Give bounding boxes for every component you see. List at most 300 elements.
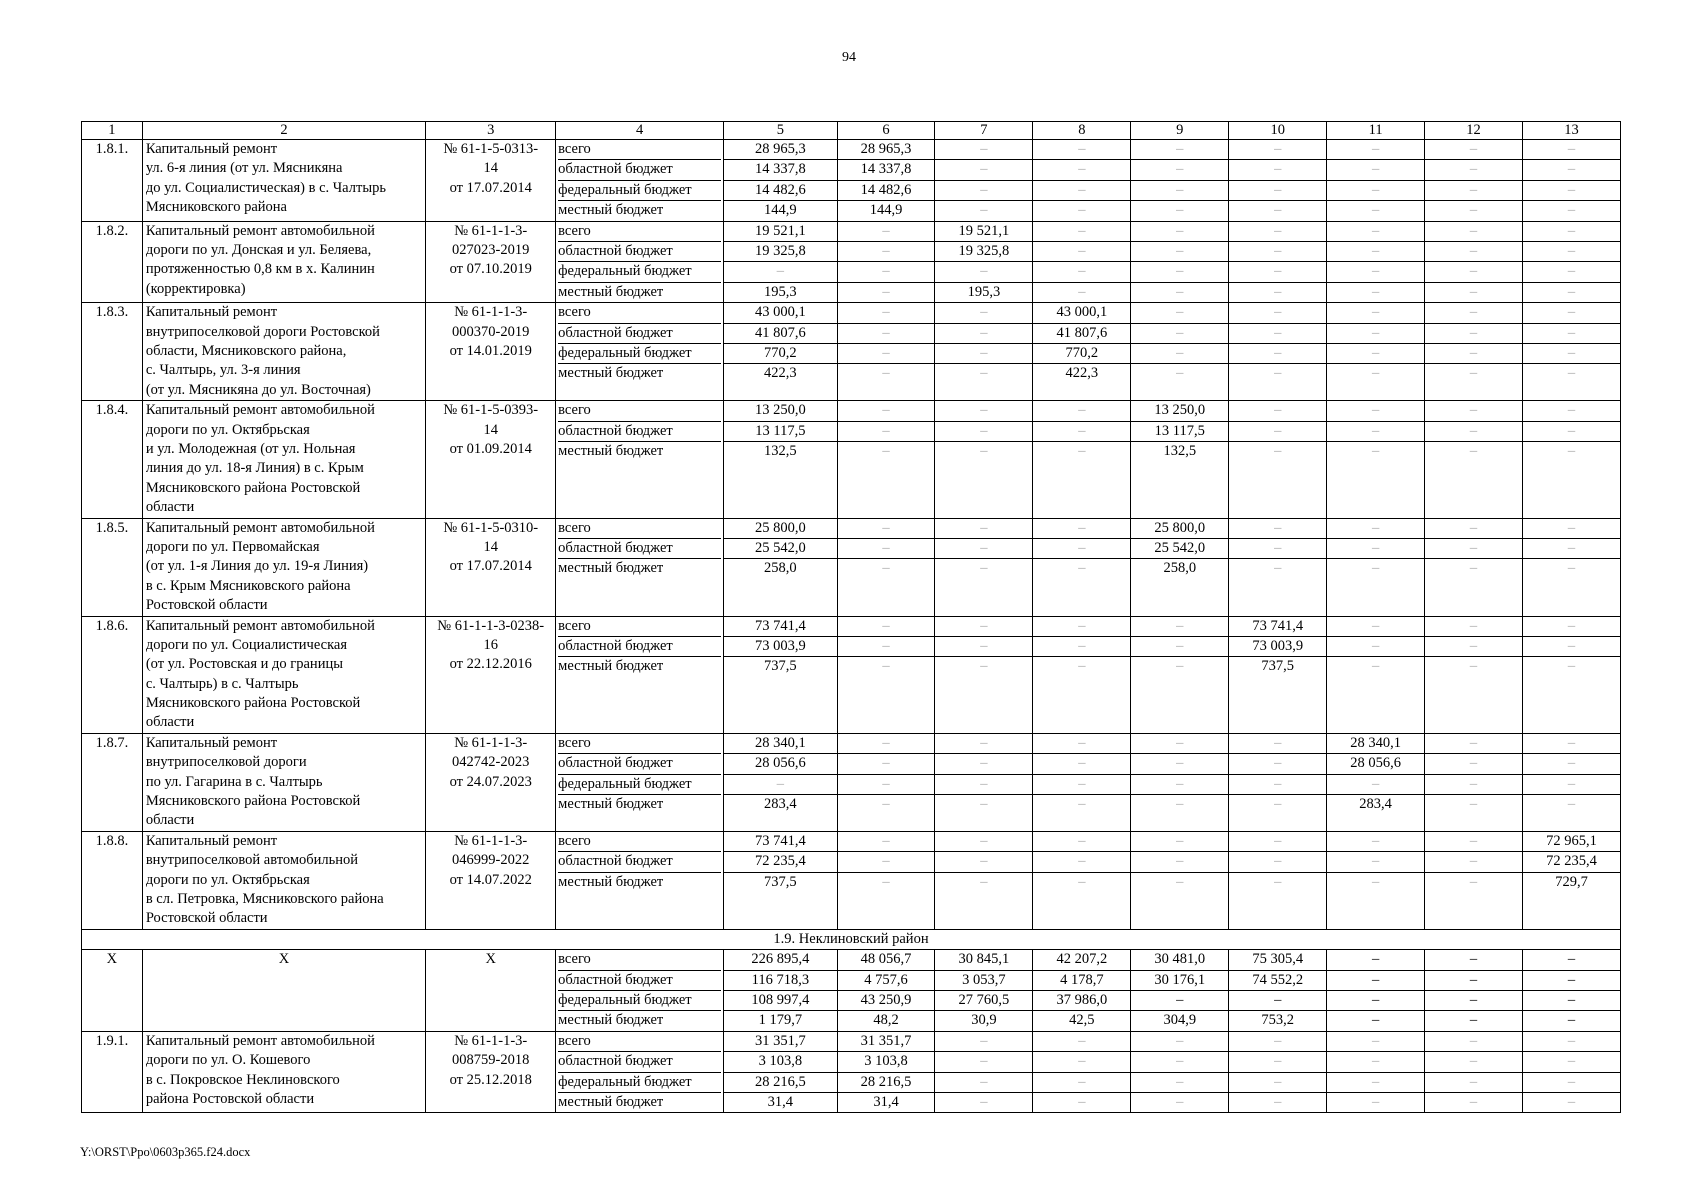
expertise-number-line: № 61-1-5-0393- (443, 402, 539, 419)
amount-value: – (1523, 991, 1620, 1011)
amount-value: – (1327, 160, 1424, 180)
amount-value: – (1567, 442, 1576, 459)
amount-cell (724, 221, 837, 303)
amount-cell (724, 303, 837, 401)
amount-cell (1131, 1031, 1229, 1113)
amount-value: 73 741,4 (724, 617, 836, 637)
amount-value: 4 178,7 (1033, 971, 1130, 991)
amount-value: – (1371, 1012, 1380, 1029)
amount-cell (1425, 401, 1523, 518)
amount-value: – (1523, 754, 1620, 774)
amount-value: – (838, 754, 935, 774)
column-header: 4 (556, 122, 724, 140)
object-name (142, 221, 425, 303)
object-name-line: до ул. Социалистическая) в с. Чалтырь (145, 179, 386, 196)
amount-value: 13 250,0 (1131, 401, 1228, 421)
amount-value: – (1229, 140, 1326, 160)
amount-cell (1131, 401, 1229, 518)
object-name-line: ул. 6-я линия (от ул. Мясникяна (145, 160, 343, 177)
amount-value: – (1131, 832, 1228, 852)
amount-value: – (1078, 658, 1086, 675)
object-name-line: протяженностью 0,8 км в х. Калинин (145, 261, 375, 278)
amount-value: – (1274, 1094, 1282, 1111)
amount-value: – (838, 734, 935, 754)
amount-cell (1033, 221, 1131, 303)
amount-cell (1327, 401, 1425, 518)
object-name-line: с. Чалтырь, ул. 3-я линия (145, 362, 301, 379)
amount-value: 72 235,4 (1523, 852, 1620, 872)
amount-cell (837, 1031, 935, 1113)
amount-value: – (1425, 140, 1522, 160)
amount-value: – (1327, 262, 1424, 282)
amount-value: – (1033, 539, 1130, 559)
amount-value: – (1469, 1094, 1478, 1111)
amount-value: – (1469, 365, 1478, 382)
amount-value: – (1033, 754, 1130, 774)
amount-value: – (980, 1094, 988, 1111)
object-name-line: Ростовской области (145, 597, 268, 614)
table-row (82, 733, 1621, 831)
budget-source-line: всего (558, 832, 721, 852)
amount-cell (1523, 733, 1621, 831)
object-name-line: в с. Крым Мясниковского района (145, 577, 351, 594)
amount-value: – (1371, 560, 1380, 577)
amount-cell (1229, 303, 1327, 401)
expertise-number-line: от 22.12.2016 (449, 656, 532, 673)
row-number: 1.8.4. (82, 401, 143, 518)
amount-value: 42,5 (1069, 1012, 1095, 1029)
object-name-line: Капитальный ремонт автомобильной (145, 402, 375, 419)
expertise-number-line: 000370-2019 (452, 323, 530, 340)
amount-value: 195,3 (967, 283, 1001, 300)
amount-value: – (1274, 796, 1282, 813)
amount-cell (1327, 1031, 1425, 1113)
budget-source-line: федеральный бюджет (558, 181, 721, 201)
amount-value: – (1371, 283, 1380, 300)
amount-value: – (1327, 852, 1424, 872)
amount-value: 14 337,8 (838, 160, 935, 180)
amount-cell (1327, 518, 1425, 616)
amount-value: 41 807,6 (1033, 324, 1130, 344)
table-row (82, 1031, 1621, 1113)
amount-cell (724, 401, 837, 518)
object-name-line: Капитальный ремонт (145, 832, 278, 849)
amount-value: 14 337,8 (724, 160, 836, 180)
budget-source-line: областной бюджет (558, 637, 721, 657)
amount-value: – (935, 262, 1032, 282)
amount-value: – (1469, 202, 1478, 219)
amount-value: – (1425, 637, 1522, 657)
amount-value: – (838, 539, 935, 559)
amount-cell (1523, 1031, 1621, 1113)
amount-value: 283,4 (764, 796, 797, 813)
amount-value: – (1274, 873, 1282, 890)
expertise-number-line: 14 (483, 160, 498, 177)
amount-value: – (1131, 1032, 1228, 1052)
budget-source (556, 950, 724, 1032)
amount-value: 14 482,6 (838, 181, 935, 201)
amount-cell (1425, 140, 1523, 222)
expertise-number-line: 16 (483, 636, 498, 653)
expertise-number-line: 14 (483, 538, 498, 555)
amount-value: – (1229, 262, 1326, 282)
budget-source-line: областной бюджет (558, 422, 721, 442)
object-name (142, 1031, 425, 1113)
amount-value: – (1229, 160, 1326, 180)
amount-value: – (1371, 1094, 1380, 1111)
amount-value: – (935, 1032, 1032, 1052)
object-name (142, 616, 425, 733)
amount-value: 28 965,3 (838, 140, 935, 160)
amount-value: – (1131, 222, 1228, 242)
amount-value: – (1327, 1073, 1424, 1093)
amount-value: – (1371, 442, 1380, 459)
amount-cell (1033, 518, 1131, 616)
amount-value: 737,5 (764, 658, 797, 675)
amount-value: – (980, 442, 988, 459)
amount-value: – (1523, 160, 1620, 180)
amount-cell (1131, 950, 1229, 1032)
amount-value: 14 482,6 (724, 181, 836, 201)
amount-cell (1425, 950, 1523, 1032)
expertise-number-line: 027023-2019 (452, 241, 530, 258)
expertise-number (426, 733, 556, 831)
expertise-number-line: от 17.07.2014 (449, 179, 532, 196)
column-header: 7 (935, 122, 1033, 140)
amount-value: 132,5 (764, 442, 797, 459)
budget-source-line: местный бюджет (558, 560, 664, 577)
column-header: 6 (837, 122, 935, 140)
expertise-number-line: № 61-1-1-3- (454, 222, 528, 239)
object-name-line: (от ул. Ростовская и до границы (145, 656, 343, 673)
amount-value: 422,3 (1065, 365, 1099, 382)
amount-value: 48 056,7 (838, 950, 935, 970)
amount-value: – (882, 658, 890, 675)
amount-value: – (1033, 775, 1130, 795)
amount-value: – (1033, 222, 1130, 242)
amount-cell (724, 518, 837, 616)
amount-value: – (935, 344, 1032, 364)
amount-value: 108 997,4 (724, 991, 836, 1011)
amount-cell (724, 1031, 837, 1113)
amount-value: – (1523, 519, 1620, 539)
amount-value: – (1327, 422, 1424, 442)
object-name-line: Капитальный ремонт автомобильной (145, 617, 375, 634)
amount-cell (837, 831, 935, 929)
amount-value: 3 103,8 (838, 1052, 935, 1072)
amount-value: – (838, 262, 935, 282)
amount-value: – (1425, 1032, 1522, 1052)
amount-value: – (1327, 637, 1424, 657)
row-number: 1.8.1. (82, 140, 143, 222)
amount-value: – (1131, 754, 1228, 774)
amount-cell (837, 616, 935, 733)
amount-value: 116 718,3 (724, 971, 836, 991)
amount-value: – (1567, 365, 1576, 382)
object-name (142, 140, 425, 222)
budget-source-line: областной бюджет (558, 539, 721, 559)
amount-value: – (1523, 242, 1620, 262)
budget-source (556, 401, 724, 518)
amount-value: 737,5 (764, 873, 797, 890)
amount-value: – (935, 519, 1032, 539)
budget-source-line: федеральный бюджет (558, 991, 721, 1011)
amount-value: – (1078, 1094, 1086, 1111)
amount-value: – (1229, 401, 1326, 421)
budget-source-line: всего (558, 734, 721, 754)
amount-value: – (724, 262, 836, 282)
amount-value: – (1425, 971, 1522, 991)
amount-cell (1327, 831, 1425, 929)
amount-value: – (1425, 262, 1522, 282)
amount-value: – (1523, 1073, 1620, 1093)
amount-value: – (1425, 991, 1522, 1011)
expertise-number (426, 303, 556, 401)
amount-cell (837, 140, 935, 222)
amount-value: – (1229, 754, 1326, 774)
amount-cell (1033, 733, 1131, 831)
budget-source-line: всего (558, 401, 721, 421)
amount-value: – (838, 637, 935, 657)
amount-cell (837, 518, 935, 616)
amount-cell (1327, 616, 1425, 733)
amount-value: 73 003,9 (1229, 637, 1326, 657)
expertise-number-line: 14 (483, 421, 498, 438)
amount-cell (1523, 831, 1621, 929)
budget-source-line: всего (558, 303, 721, 323)
amount-value: – (1327, 519, 1424, 539)
amount-value: – (980, 365, 988, 382)
amount-value: 28 056,6 (724, 754, 836, 774)
amount-cell (724, 950, 837, 1032)
amount-value: – (1425, 324, 1522, 344)
amount-value: – (1469, 1012, 1478, 1029)
budget-source-line: всего (558, 222, 721, 242)
amount-value: 30 481,0 (1131, 950, 1228, 970)
amount-value: 43 000,1 (1033, 303, 1130, 323)
object-name-line: дороги по ул. О. Кошевого (145, 1052, 311, 1069)
budget-source-line: местный бюджет (558, 1094, 664, 1111)
budget-source (556, 831, 724, 929)
amount-value: – (1176, 365, 1184, 382)
amount-value: 144,9 (764, 202, 797, 219)
budget-source-line: федеральный бюджет (558, 775, 721, 795)
amount-value: – (1176, 658, 1184, 675)
amount-value: – (1523, 422, 1620, 442)
amount-cell (724, 831, 837, 929)
amount-cell (1131, 140, 1229, 222)
budget-source (556, 616, 724, 733)
row-number: 1.8.8. (82, 831, 143, 929)
object-name-line: Капитальный ремонт автомобильной (145, 1032, 375, 1049)
amount-value: 28 056,6 (1327, 754, 1424, 774)
amount-value: 25 542,0 (724, 539, 836, 559)
amount-value: – (1523, 181, 1620, 201)
amount-value: – (1229, 1052, 1326, 1072)
object-name-line: (от ул. 1-я Линия до ул. 19-я Линия) (145, 558, 369, 575)
amount-value: – (1131, 991, 1228, 1011)
amount-value: 144,9 (869, 202, 903, 219)
amount-value: 75 305,4 (1229, 950, 1326, 970)
expertise-number (426, 831, 556, 929)
amount-cell (1033, 616, 1131, 733)
amount-value: – (1176, 202, 1184, 219)
amount-value: – (1567, 1094, 1576, 1111)
amount-value: – (1033, 160, 1130, 180)
amount-value: – (1131, 160, 1228, 180)
amount-value: – (1327, 991, 1424, 1011)
column-header: 13 (1523, 122, 1621, 140)
column-header: 10 (1229, 122, 1327, 140)
amount-cell (837, 733, 935, 831)
amount-value: – (1371, 365, 1380, 382)
amount-value: – (980, 202, 988, 219)
budget-table (81, 121, 1621, 1113)
amount-value: – (1229, 422, 1326, 442)
budget-source-line: всего (558, 519, 721, 539)
amount-value: 28 965,3 (724, 140, 836, 160)
expertise-number-line: № 61-1-1-3- (454, 832, 528, 849)
amount-value: 28 216,5 (838, 1073, 935, 1093)
amount-cell (1425, 616, 1523, 733)
amount-value: – (1567, 283, 1576, 300)
amount-value: – (935, 324, 1032, 344)
amount-value: 30 845,1 (935, 950, 1032, 970)
amount-value: 25 542,0 (1131, 539, 1228, 559)
amount-value: – (1523, 324, 1620, 344)
amount-value: – (1327, 617, 1424, 637)
amount-value: – (1229, 991, 1326, 1011)
amount-cell (935, 221, 1033, 303)
amount-value: – (838, 775, 935, 795)
amount-value: – (1033, 617, 1130, 637)
object-name-line: дороги по ул. Первомайская (145, 538, 320, 555)
amount-value: – (1229, 775, 1326, 795)
object-name (142, 401, 425, 518)
table-row (82, 950, 1621, 1032)
amount-value: – (1327, 950, 1424, 970)
amount-cell (837, 950, 935, 1032)
section-title: 1.9. Неклиновский район (82, 929, 1621, 949)
amount-value: – (1371, 873, 1380, 890)
amount-cell (837, 401, 935, 518)
amount-cell (1523, 221, 1621, 303)
amount-value: – (1274, 283, 1282, 300)
amount-cell (1131, 303, 1229, 401)
object-name: X (142, 950, 425, 1032)
amount-value: – (1469, 442, 1478, 459)
amount-value: – (838, 242, 935, 262)
row-number: 1.8.5. (82, 518, 143, 616)
amount-cell (1229, 401, 1327, 518)
budget-source-line: местный бюджет (558, 283, 664, 300)
amount-value: – (1567, 560, 1576, 577)
amount-value: – (1176, 1094, 1184, 1111)
amount-cell (935, 518, 1033, 616)
amount-value: 132,5 (1163, 442, 1197, 459)
table-row (82, 401, 1621, 518)
amount-value: – (838, 344, 935, 364)
amount-cell (1523, 950, 1621, 1032)
amount-cell (1523, 518, 1621, 616)
amount-value: – (838, 617, 935, 637)
column-header: 3 (426, 122, 556, 140)
footer-file-path: Y:\ORST\Ppo\0603p365.f24.docx (80, 1145, 251, 1159)
budget-source-line: федеральный бюджет (558, 262, 721, 282)
budget-source (556, 1031, 724, 1113)
amount-value: 72 965,1 (1523, 832, 1620, 852)
amount-value: – (1327, 140, 1424, 160)
object-name-line: Капитальный ремонт автомобильной (145, 222, 375, 239)
expertise-number: X (426, 950, 556, 1032)
amount-value: – (1274, 202, 1282, 219)
amount-value: – (1229, 539, 1326, 559)
amount-value: – (1567, 796, 1576, 813)
amount-value: 770,2 (724, 344, 836, 364)
expertise-number-line: № 61-1-1-3- (454, 1032, 528, 1049)
amount-value: – (1327, 222, 1424, 242)
amount-cell (1033, 831, 1131, 929)
amount-value: – (1033, 401, 1130, 421)
amount-value: – (1327, 242, 1424, 262)
amount-value: – (1131, 324, 1228, 344)
object-name-line: Капитальный ремонт (145, 141, 278, 157)
object-name-line: Мясниковского района Ростовской (145, 793, 361, 810)
row-number: 1.8.6. (82, 616, 143, 733)
amount-value: – (1078, 873, 1086, 890)
amount-value: – (1229, 222, 1326, 242)
row-number: 1.8.3. (82, 303, 143, 401)
amount-value: – (1078, 202, 1086, 219)
amount-value: – (1229, 734, 1326, 754)
amount-value: – (1033, 832, 1130, 852)
amount-value: – (838, 401, 935, 421)
amount-cell (837, 303, 935, 401)
amount-cell (1033, 140, 1131, 222)
amount-cell (1229, 518, 1327, 616)
amount-value: 43 000,1 (724, 303, 836, 323)
amount-value: – (1523, 971, 1620, 991)
amount-cell (724, 733, 837, 831)
amount-value: – (882, 283, 890, 300)
amount-cell (1033, 1031, 1131, 1113)
amount-value: – (935, 303, 1032, 323)
column-header-row (82, 122, 1621, 140)
amount-value: 1 179,7 (758, 1012, 803, 1029)
amount-value: – (1425, 422, 1522, 442)
expertise-number-line: от 17.07.2014 (449, 558, 532, 575)
amount-value: – (935, 1073, 1032, 1093)
amount-cell (1229, 616, 1327, 733)
amount-value: – (1131, 734, 1228, 754)
amount-value: 30,9 (971, 1012, 997, 1029)
amount-value: – (1523, 1052, 1620, 1072)
amount-value: – (1033, 422, 1130, 442)
amount-value: 19 521,1 (935, 222, 1032, 242)
amount-value: 13 117,5 (724, 422, 836, 442)
object-name (142, 518, 425, 616)
budget-source-line: областной бюджет (558, 242, 721, 262)
amount-cell (1327, 221, 1425, 303)
amount-cell (837, 221, 935, 303)
budget-source-line: местный бюджет (558, 365, 664, 382)
budget-source-line: местный бюджет (558, 202, 664, 219)
budget-source-line: всего (558, 1032, 721, 1052)
amount-cell (935, 950, 1033, 1032)
amount-value: – (1327, 832, 1424, 852)
amount-cell (1327, 950, 1425, 1032)
amount-value: – (882, 442, 890, 459)
